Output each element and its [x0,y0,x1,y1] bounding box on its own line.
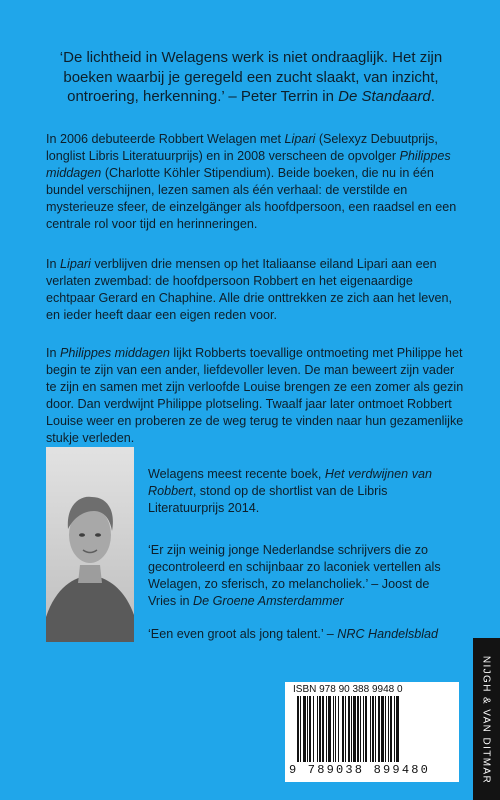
barcode-bar [328,696,331,762]
barcode-bar [338,696,339,762]
barcode-bar [303,696,306,762]
barcode-bar [319,696,321,762]
blurb-paragraph-2: In Lipari verblijven drie mensen op het Italiaanse eiland Lipari aan een verlaten zwembad: de hoofdpersoon Robbert en het eigenaardige echtpaar Gerard en Chaphine. Alle drie onttrekken ze zich aan het leven, en ieder heeft daar een eigen reden voor. [46,257,453,322]
barcode-bar [335,696,336,762]
barcode-panel [285,682,459,782]
barcode-digits: 9 789038 899480 [289,763,431,777]
blurb-paragraph-1: In 2006 debuteerde Robbert Welagen met Lipari (Selexyz Debuutprijs, longlist Libris Literatuurprijs) en in 2008 verscheen de opvolger Philippes middagen (Charlotte Köhler Stipendium). Beide boeken, die nu in één bundel verschijnen, lezen samen als één verhaal: de verstilde en mysterieuze sfeer, de einzelgänger als hoofdpersoon, een raadsel en een centrale rol voor tijd en herinneringen. [46,132,457,231]
barcode-bar [317,696,318,762]
barcode-bar [365,696,367,762]
isbn-label: ISBN 978 90 388 9948 0 [293,684,403,695]
publisher-name: NIJGH & VAN DITMAR [480,655,492,785]
author-photo [46,447,134,642]
barcode-bar [381,696,384,762]
quote-source: De Standaard [338,88,431,105]
barcode-bar [309,696,311,762]
barcode-bar [351,696,352,762]
barcode-bar [378,696,380,762]
blurb-paragraph-3: In Philippes middagen lijkt Robberts toevallige ontmoeting met Philippe het begin te zijn van een ander, liefdevoller leven. De man beweert zijn vader te zijn en samen met zijn verloofde Louise brengen ze een zomer als gezin door. Dan verdwijnt Philippe plotseling. Twaalf jaar later ontmoet Robbert Louise weer en proberen ze de weg terug te vinden naar hun gezamenlijke stukje verleden. [46,346,464,445]
review-quote-nrc: ‘Een even groot als jong talent.’ – NRC Handelsblad [148,627,439,641]
barcode-bar [297,696,299,762]
barcode-bar [385,696,386,762]
barcode-bar [390,696,392,762]
barcode-bar [363,696,364,762]
barcode-bar [300,696,301,762]
barcode-bar [322,696,324,762]
barcode-bar [388,696,389,762]
barcode-bar [360,696,361,762]
barcode-bar [307,696,308,762]
barcode-bar [394,696,395,762]
top-review-quote: ‘De lichtheid in Welagens werk is niet ondraaglijk. Het zijn boeken waarbij je geregeld een zucht slaakt, van inzicht, ontroering, herkenning.’ – Peter Terrin in De Standaard. [59,49,443,105]
barcode-bar [348,696,350,762]
barcode-bar [357,696,359,762]
barcode-bar [372,696,374,762]
barcode-bar [326,696,327,762]
recent-book-note: Welagens meest recente boek, Het verdwijnen van Robbert, stond op de shortlist van de Libris Literatuurprijs 2014. [148,467,432,515]
barcode-bar [370,696,371,762]
barcode-bar [313,696,314,762]
author-portrait-image [46,447,134,642]
barcode-bar [333,696,334,762]
review-quote-groene: ‘Er zijn weinig jonge Nederlandse schrijvers die zo gecontroleerd en schijnbaar zo laconiek vertellen als Welagen, zo sferisch, zo melancholiek.’ – Joost de Vries in De Groene Amsterdammer [148,543,441,608]
barcode-bar [345,696,346,762]
barcode-bar [353,696,356,762]
barcode-bar [375,696,376,762]
barcode-graphic [297,696,447,762]
barcode-bar [396,696,399,762]
barcode-bar [342,696,344,762]
